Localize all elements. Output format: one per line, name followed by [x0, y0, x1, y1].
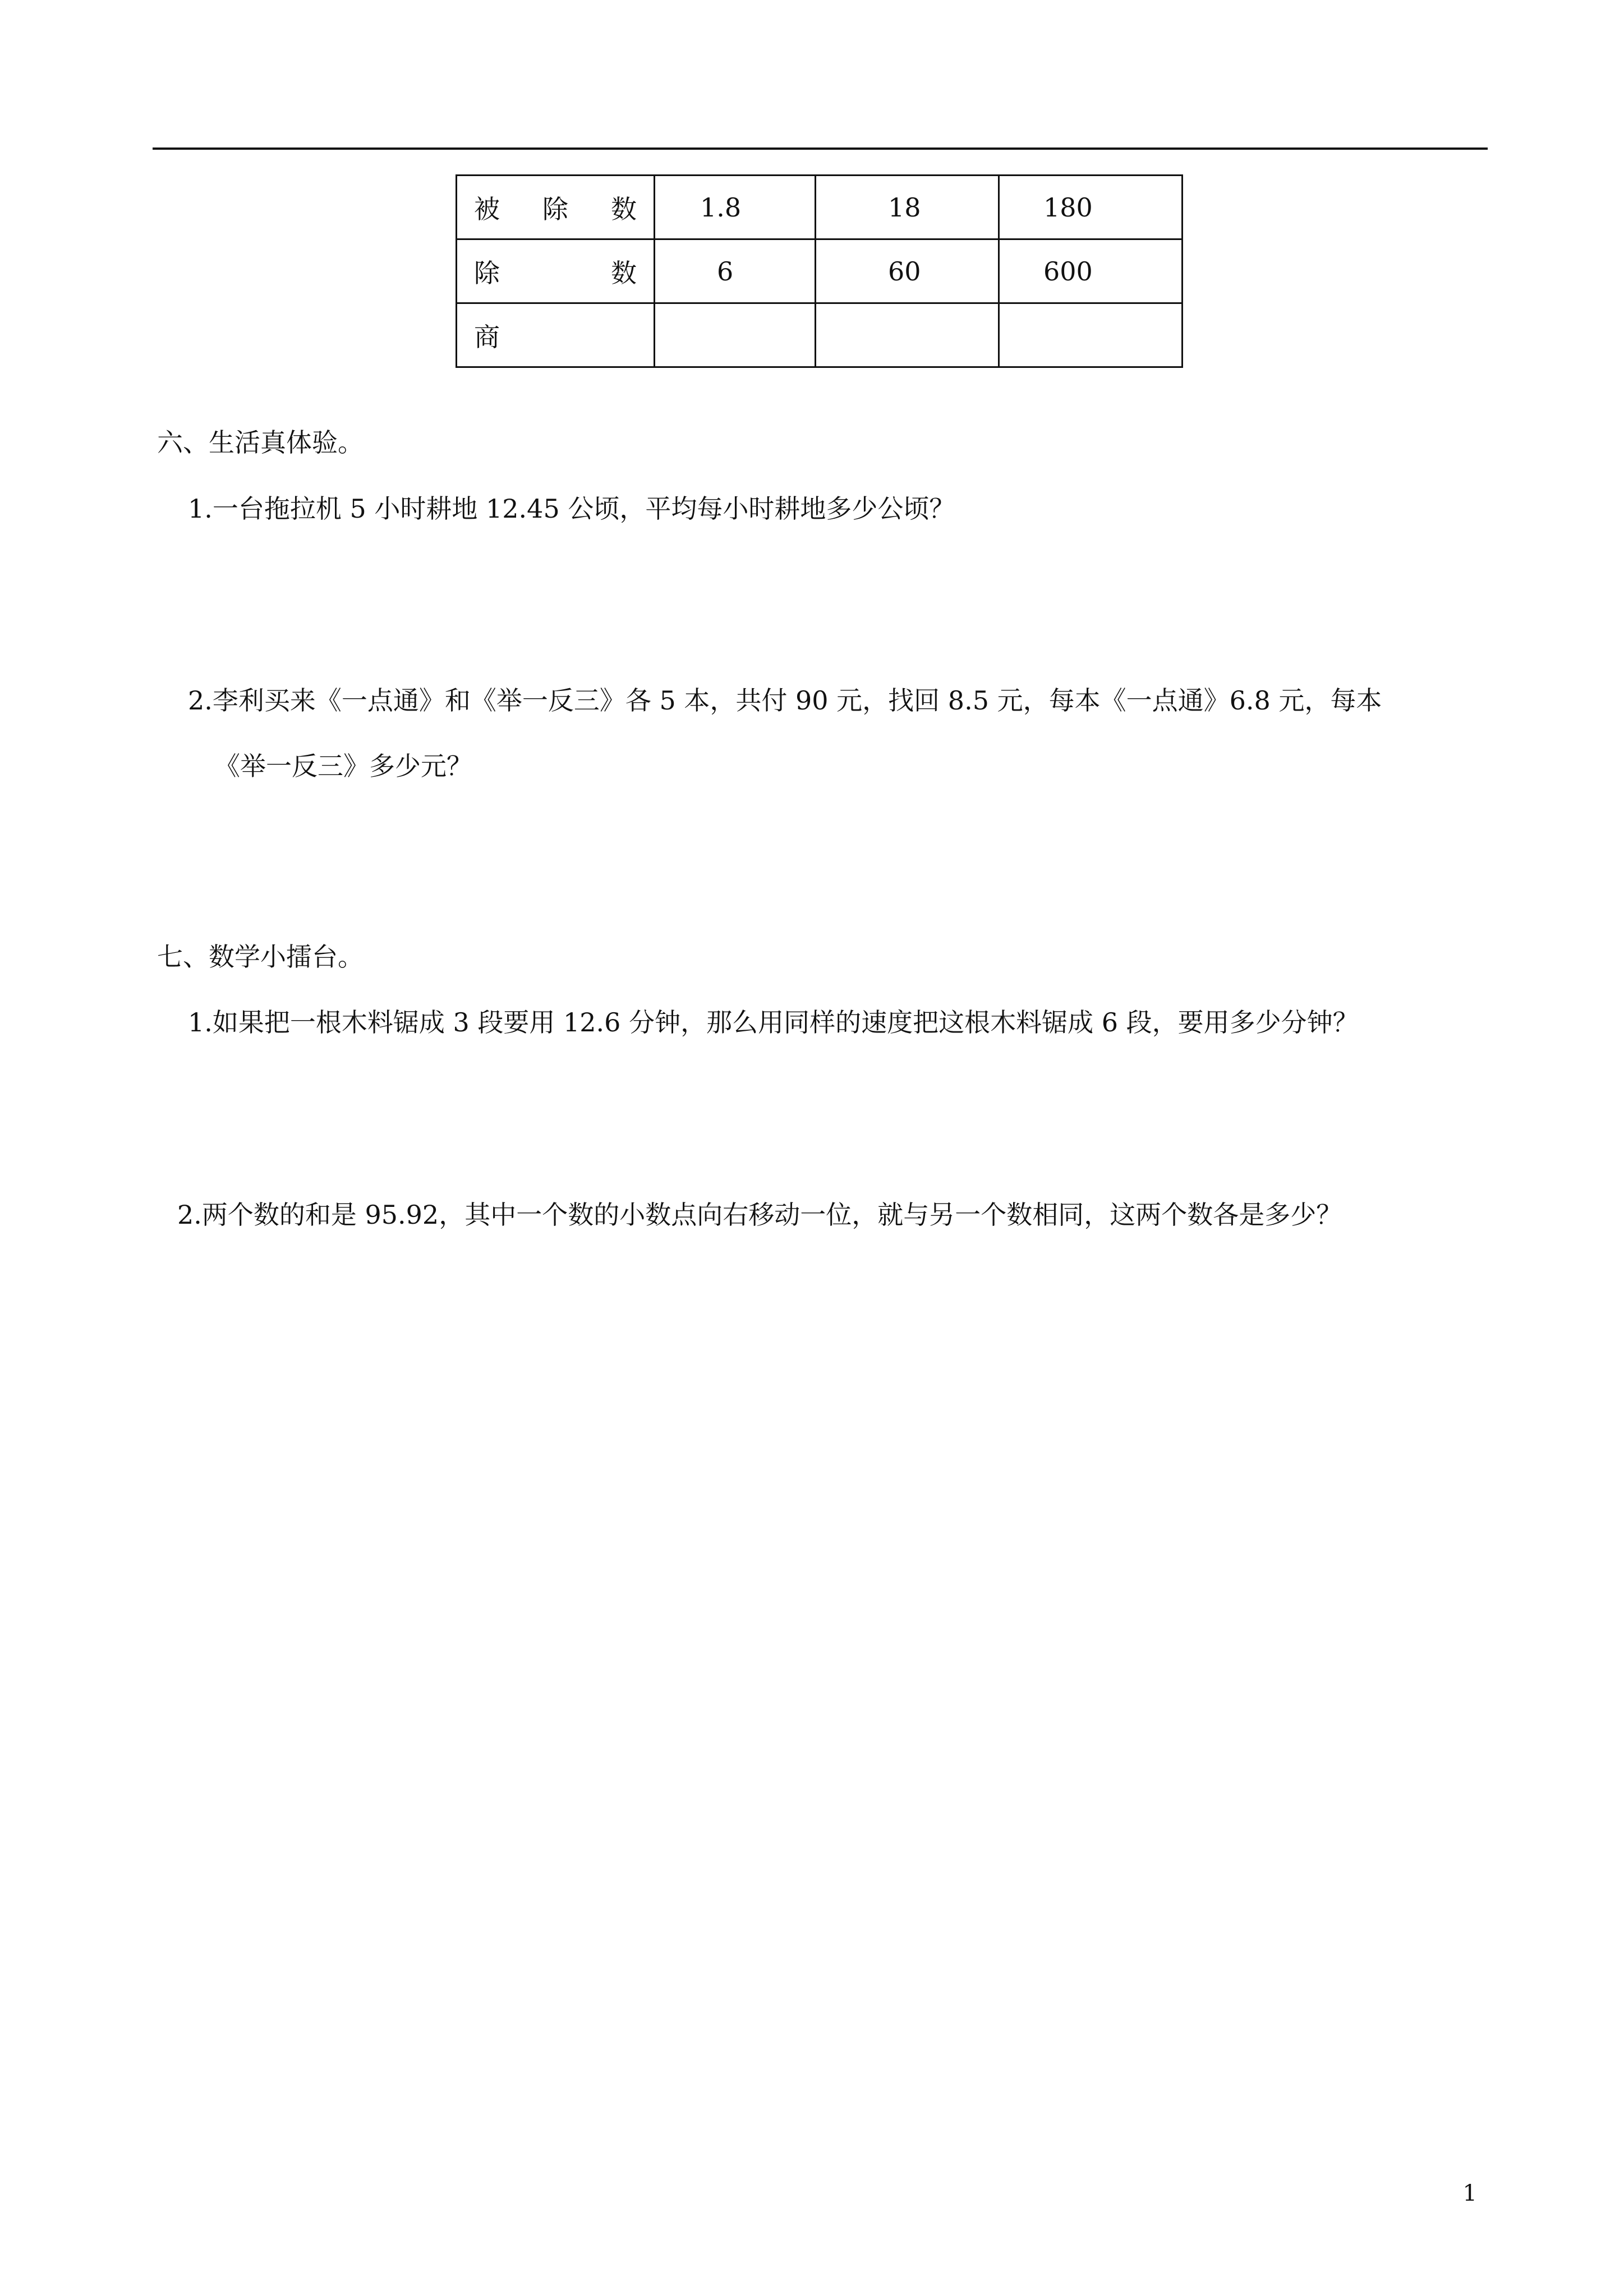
label-char: 数 — [611, 193, 637, 224]
row-label-divisor — [457, 239, 655, 303]
section6-question-2-line1: 2.李利买来《一点通》和《举一反三》各 5 本，共付 90 元，找回 8.5 元，每本《一点通》6.8 元，每本 — [188, 685, 1382, 716]
cell-value: 18 — [888, 192, 921, 223]
answer-cell[interactable] — [999, 303, 1183, 367]
table-cell — [999, 176, 1183, 239]
label-char: 被 — [474, 193, 500, 224]
page-number: 1 — [1462, 2180, 1477, 2206]
section7-heading: 七、数学小擂台。 — [157, 942, 364, 972]
section7-question-1: 1.如果把一根木料锯成 3 段要用 12.6 分钟，那么用同样的速度把这根木料锯成 6 段，要用多少分钟？ — [188, 1007, 1359, 1038]
cell-value: 60 — [888, 256, 921, 287]
cell-value: 1.8 — [700, 192, 742, 223]
cell-value: 180 — [1043, 192, 1093, 223]
table-row-divisor — [457, 239, 1183, 303]
header-rule — [153, 147, 1488, 150]
table-cell — [655, 176, 816, 239]
row-label-dividend — [457, 176, 655, 239]
answer-cell[interactable] — [816, 303, 999, 367]
section6-question-1: 1.一台拖拉机 5 小时耕地 12.45 公顷，平均每小时耕地多少公顷？ — [188, 494, 955, 524]
table-cell — [816, 176, 999, 239]
label-char: 数 — [611, 257, 637, 288]
label-char: 商 — [474, 321, 500, 352]
division-table — [456, 174, 1183, 368]
cell-value: 600 — [1043, 256, 1093, 287]
table-row-dividend — [457, 176, 1183, 239]
label-char: 除 — [474, 257, 500, 288]
cell-value: 6 — [717, 256, 734, 287]
table-cell — [655, 239, 816, 303]
section6-heading: 六、生活真体验。 — [157, 427, 364, 458]
table-row-quotient — [457, 303, 1183, 367]
table-cell — [816, 239, 999, 303]
row-label-quotient — [457, 303, 655, 367]
section6-question-2-line2: 《举一反三》多少元？ — [214, 751, 472, 781]
table-cell — [999, 239, 1183, 303]
answer-cell[interactable] — [655, 303, 816, 367]
section7-question-2: 2.两个数的和是 95.92，其中一个数的小数点向右移动一位，就与另一个数相同，这两个数各是多少？ — [177, 1200, 1342, 1230]
label-char: 除 — [542, 193, 568, 224]
